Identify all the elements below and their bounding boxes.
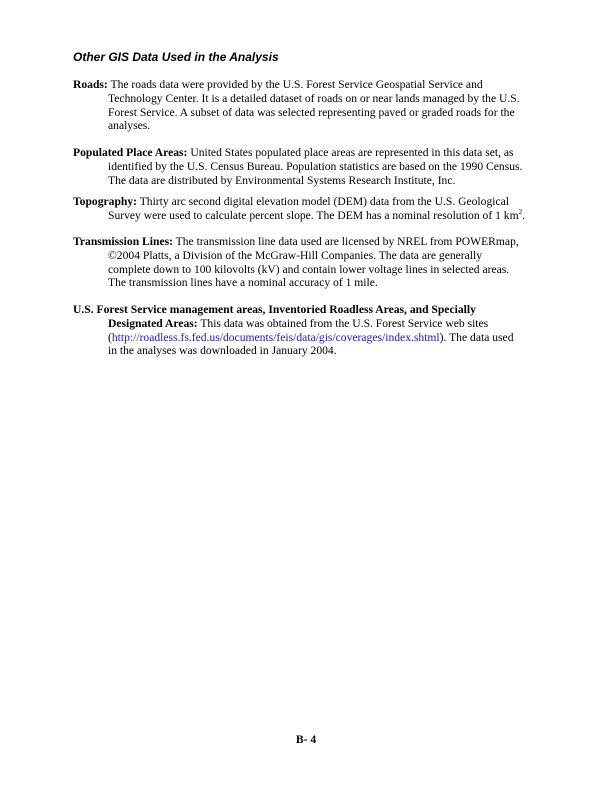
text-line: ©2004 Platts, a Division of the McGraw-Hill Companies. The data are generally xyxy=(108,248,483,262)
section-title: Other GIS Data Used in the Analysis xyxy=(73,50,279,64)
usfs-label: U.S. Forest Service management areas, Inventoried Roadless Areas, and Specially xyxy=(73,303,476,316)
roadless-data-link[interactable]: http://roadless.fs.fed.us/documents/feis/data/gis/coverages/index.shtml xyxy=(111,330,440,344)
topography-label: Topography: xyxy=(73,195,138,208)
roads-label: Roads: xyxy=(73,78,108,91)
topography-paragraph xyxy=(73,195,553,223)
transmission-paragraph xyxy=(73,235,553,290)
text: . xyxy=(522,208,526,222)
text-line xyxy=(73,331,553,345)
text-line: Technology Center. It is a detailed dataset of roads on or near lands managed by the U.S. xyxy=(108,91,520,105)
transmission-label: Transmission Lines: xyxy=(73,235,173,248)
usfs-label-cont: Designated Areas: xyxy=(108,316,198,330)
usfs-paragraph xyxy=(73,303,553,358)
text-line xyxy=(73,317,553,331)
populated-label: Populated Place Areas: xyxy=(73,146,188,159)
text-line: Forest Service. A subset of data was selected representing paved or graded roads for the xyxy=(108,105,515,119)
roads-paragraph xyxy=(73,78,553,133)
text-line xyxy=(73,209,553,223)
superscript: 2 xyxy=(518,207,523,216)
text-line: in the analyses was downloaded in January 2004. xyxy=(108,344,337,358)
text-line: The roads data were provided by the U.S. Forest Service Geospatial Service and xyxy=(107,78,483,91)
text-line: United States populated place areas are represented in this data set, as xyxy=(187,146,514,159)
text-line: analyses. xyxy=(108,119,151,133)
text-line: The transmission line data used are licensed by NREL from POWERmap, xyxy=(172,235,519,248)
text: This data was obtained from the U.S. Forest Service web sites xyxy=(197,316,489,330)
text-line: The data are distributed by Environmental Systems Research Institute, Inc. xyxy=(108,173,456,187)
page-number: B- 4 xyxy=(295,733,317,746)
text-line: Thirty arc second digital elevation model (DEM) data from the U.S. Geological xyxy=(137,195,509,208)
text-line: The transmission lines have a nominal accuracy of 1 mile. xyxy=(108,276,378,290)
populated-paragraph xyxy=(73,146,553,187)
text-line: complete down to 100 kilovolts (kV) and contain lower voltage lines in selected areas. xyxy=(108,262,510,276)
text: ( xyxy=(108,330,112,344)
text-line: identified by the U.S. Census Bureau. Population statistics are based on the 1990 Census. xyxy=(108,159,523,173)
text: Survey were used to calculate percent slope. The DEM has a nominal resolution of 1 km xyxy=(108,208,519,222)
text: ). The data used xyxy=(439,330,514,344)
